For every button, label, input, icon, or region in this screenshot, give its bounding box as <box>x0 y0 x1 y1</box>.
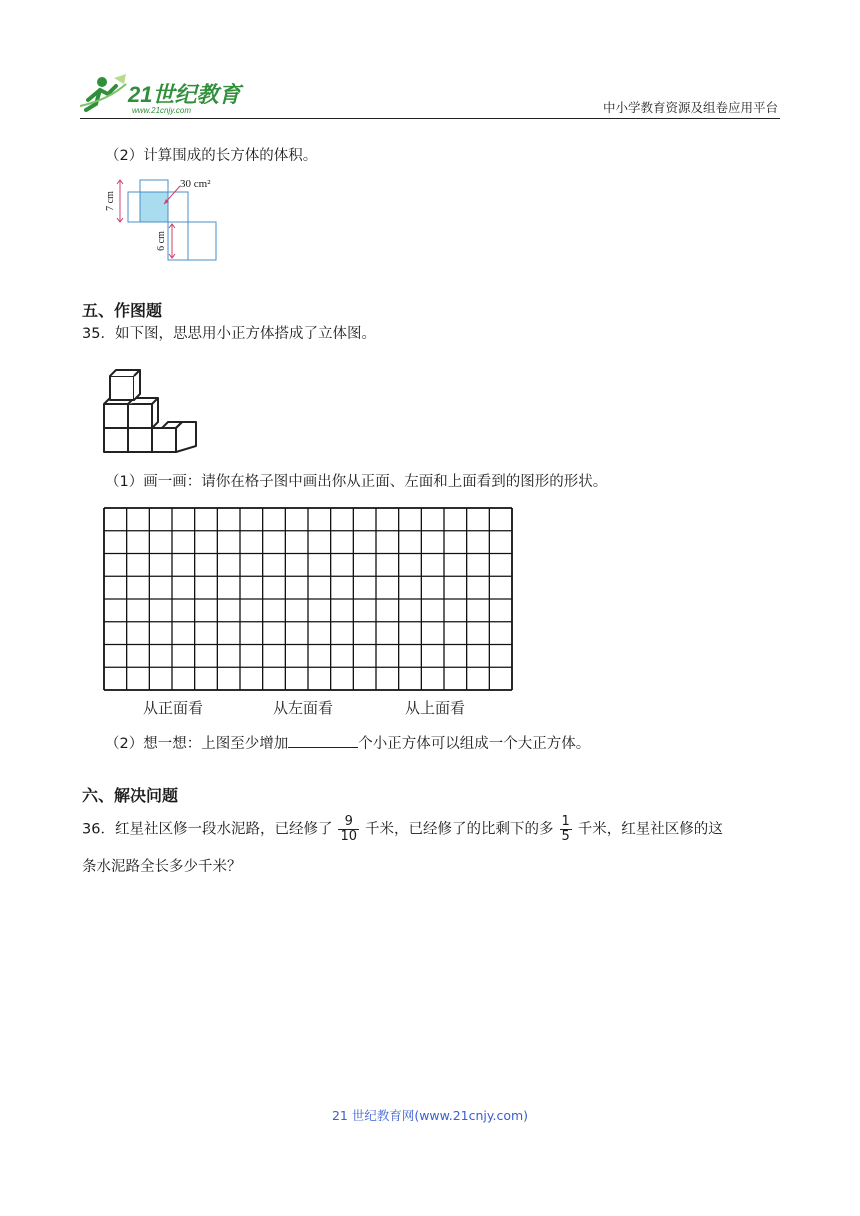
frac2-numerator: 1 <box>561 814 570 829</box>
runner-logo-icon <box>78 70 248 116</box>
logo-text: 21世纪教育 <box>128 82 241 107</box>
view-label-left: 从左面看 <box>273 699 334 717</box>
view-label-front: 从正面看 <box>143 699 204 717</box>
q35-part2-after: 个小正方体可以组成一个大正方体。 <box>358 736 591 752</box>
answer-blank[interactable] <box>288 733 358 748</box>
frac1-denominator: 10 <box>340 829 357 844</box>
q36-text-b: 千米，已经修了的比剩下的多 <box>365 821 554 838</box>
frac1-numerator: 9 <box>338 815 359 830</box>
platform-name: 中小学教育资源及组卷应用平台 <box>602 100 778 115</box>
fraction-one-fifth <box>560 815 572 844</box>
section6-heading: 六、解决问题 <box>82 786 179 805</box>
q36-line2: 条水泥路全长多少千米？ <box>82 859 242 875</box>
cuboid-net-figure <box>100 172 230 264</box>
page-footer: 21 世纪教育网(www.21cnjy.com) <box>331 1108 529 1123</box>
height-label: 7 cm <box>105 191 116 211</box>
q35-part2-before: （2）想一想：上图至少增加 <box>105 736 289 752</box>
width-label: 6 cm <box>156 231 167 251</box>
site-logo <box>78 70 248 116</box>
q36-text-a: 36．红星社区修一段水泥路，已经修了 <box>82 821 333 838</box>
q36-text-c: 千米，红星社区修的这 <box>577 821 723 838</box>
cube-stack-figure <box>100 360 200 456</box>
q34-part2-text: （2）计算围成的长方体的体积。 <box>105 148 318 164</box>
view-label-top: 从上面看 <box>405 699 466 717</box>
section5-heading: 五、作图题 <box>82 301 163 320</box>
header-divider <box>80 118 780 119</box>
area-label: 30 cm² <box>180 178 211 190</box>
fraction-nine-tenths <box>338 815 359 844</box>
q36-line1 <box>82 815 723 844</box>
q35-part1: （1）画一画：请你在格子图中画出你从正面、左面和上面看到的图形的形状。 <box>105 474 608 490</box>
drawing-grid[interactable] <box>103 507 513 691</box>
frac2-denominator: 5 <box>561 829 570 844</box>
q35-stem: 35．如下图，思思用小正方体搭成了立体图。 <box>82 326 376 342</box>
logo-url: www.21cnjy.com <box>132 106 191 115</box>
q35-part2 <box>105 733 590 754</box>
